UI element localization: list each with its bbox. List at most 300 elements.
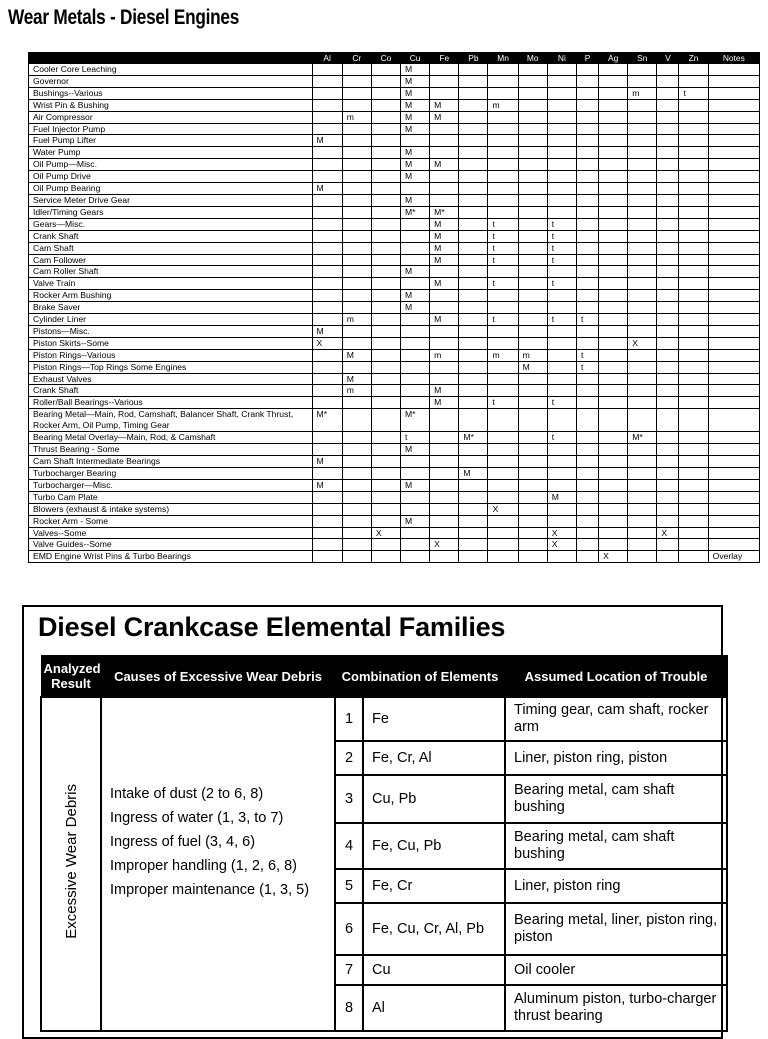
metal-cell: M: [342, 373, 371, 385]
metal-cell: [518, 515, 547, 527]
metal-cell: [576, 87, 598, 99]
metal-cell: [459, 325, 488, 337]
metal-cell: [708, 278, 759, 290]
metal-cell: [679, 337, 708, 349]
metal-cell: m: [342, 314, 371, 326]
metal-cell: [599, 397, 628, 409]
metal-cell: [576, 111, 598, 123]
metal-cell: [628, 254, 657, 266]
metal-cell: [459, 218, 488, 230]
metal-cell: [488, 385, 518, 397]
metal-cell: [657, 337, 679, 349]
metal-cell: [488, 432, 518, 444]
component-name: Crank Shaft: [29, 385, 313, 397]
metal-cell: [547, 123, 576, 135]
metal-cell: [342, 397, 371, 409]
metal-cell: [657, 254, 679, 266]
metal-cell: [679, 206, 708, 218]
metal-cell: [599, 254, 628, 266]
wear-metals-title: Wear Metals - Diesel Engines: [8, 6, 240, 29]
metal-cell: [576, 159, 598, 171]
table-row: [29, 242, 760, 254]
metal-cell: [342, 230, 371, 242]
table-row: [29, 397, 760, 409]
metal-cell: [459, 171, 488, 183]
metal-cell: [371, 254, 400, 266]
metal-cell: [312, 551, 342, 563]
metal-cell: [488, 491, 518, 503]
metal-cell: [488, 123, 518, 135]
metal-cell: [371, 302, 400, 314]
component-name: Brake Saver: [29, 302, 313, 314]
metal-cell: M: [401, 147, 430, 159]
metal-cell: [599, 314, 628, 326]
metal-cell: M*: [401, 409, 430, 432]
metal-cell: [599, 444, 628, 456]
component-name: Rocker Arm - Some: [29, 515, 313, 527]
family-number: 7: [335, 955, 363, 985]
metal-cell: M: [518, 361, 547, 373]
metal-cell: M: [401, 87, 430, 99]
metal-cell: [657, 539, 679, 551]
metal-cell: [708, 254, 759, 266]
metal-cell: M: [312, 325, 342, 337]
family-location: Bearing metal, cam shaft bushing: [505, 775, 727, 823]
metal-cell: [401, 337, 430, 349]
metal-cell: [430, 503, 459, 515]
metal-cell: [488, 290, 518, 302]
table-row: [29, 183, 760, 195]
metal-cell: [628, 527, 657, 539]
metal-cell: [371, 266, 400, 278]
metal-cell: [371, 515, 400, 527]
metal-cell: [342, 147, 371, 159]
metal-cell: [628, 206, 657, 218]
metal-cell: [312, 314, 342, 326]
metal-cell: [679, 503, 708, 515]
metal-cell: [430, 87, 459, 99]
metal-cell: M: [547, 491, 576, 503]
metal-cell: [518, 373, 547, 385]
table-row: [29, 159, 760, 171]
metal-cell: [459, 230, 488, 242]
analyzed-result-cell: [41, 697, 101, 1031]
metal-cell: t: [547, 432, 576, 444]
metal-cell: [547, 183, 576, 195]
metal-cell: [679, 456, 708, 468]
metal-cell: [679, 527, 708, 539]
metal-cell: M: [401, 111, 430, 123]
table-row: [29, 194, 760, 206]
metal-cell: X: [547, 539, 576, 551]
metal-cell: [459, 539, 488, 551]
metal-cell: [599, 302, 628, 314]
column-header: Notes: [708, 53, 759, 64]
metal-cell: [708, 432, 759, 444]
metal-cell: [401, 539, 430, 551]
metal-cell: [312, 242, 342, 254]
metal-cell: [488, 194, 518, 206]
metal-cell: X: [547, 527, 576, 539]
metal-cell: [708, 111, 759, 123]
metal-cell: [342, 159, 371, 171]
metal-cell: [599, 361, 628, 373]
metal-cell: [518, 278, 547, 290]
metal-cell: [459, 491, 488, 503]
metal-cell: [708, 503, 759, 515]
metal-cell: [657, 349, 679, 361]
metal-cell: [628, 302, 657, 314]
metal-cell: [371, 551, 400, 563]
metal-cell: [599, 75, 628, 87]
metal-cell: [312, 539, 342, 551]
component-name: Valve Train: [29, 278, 313, 290]
metal-cell: [628, 314, 657, 326]
metal-cell: [459, 123, 488, 135]
metal-cell: [708, 183, 759, 195]
metal-cell: M: [430, 159, 459, 171]
component-name: Gears—Misc.: [29, 218, 313, 230]
metal-cell: [657, 111, 679, 123]
metal-cell: [518, 397, 547, 409]
metal-cell: [459, 135, 488, 147]
metal-cell: [599, 515, 628, 527]
metal-cell: [342, 325, 371, 337]
metal-cell: [312, 290, 342, 302]
metal-cell: [401, 218, 430, 230]
metal-cell: [679, 242, 708, 254]
metal-cell: [547, 290, 576, 302]
metal-cell: [518, 111, 547, 123]
metal-cell: [628, 218, 657, 230]
metal-cell: t: [488, 230, 518, 242]
metal-cell: [679, 147, 708, 159]
component-name: Valves--Some: [29, 527, 313, 539]
metal-cell: [518, 325, 547, 337]
metal-cell: [371, 99, 400, 111]
metal-cell: [459, 183, 488, 195]
table-row: [29, 206, 760, 218]
metal-cell: [518, 551, 547, 563]
metal-cell: M*: [401, 206, 430, 218]
component-name: Fuel Injector Pump: [29, 123, 313, 135]
metal-cell: [599, 218, 628, 230]
metal-cell: [518, 409, 547, 432]
metal-cell: [342, 491, 371, 503]
metal-cell: [459, 278, 488, 290]
metal-cell: M*: [628, 432, 657, 444]
metal-cell: [459, 99, 488, 111]
metal-cell: M: [342, 349, 371, 361]
metal-cell: [459, 159, 488, 171]
metal-cell: [430, 373, 459, 385]
metal-cell: [342, 456, 371, 468]
metal-cell: [401, 397, 430, 409]
metal-cell: [628, 361, 657, 373]
metal-cell: [679, 515, 708, 527]
metal-cell: t: [547, 230, 576, 242]
table-row: [29, 539, 760, 551]
metal-cell: [312, 444, 342, 456]
metal-cell: [371, 87, 400, 99]
metal-cell: [576, 385, 598, 397]
metal-cell: [459, 527, 488, 539]
metal-cell: M: [312, 456, 342, 468]
table-row: [29, 385, 760, 397]
metal-cell: [312, 515, 342, 527]
metal-cell: [708, 479, 759, 491]
metal-cell: [371, 135, 400, 147]
metal-cell: [488, 444, 518, 456]
metal-cell: [576, 409, 598, 432]
metal-cell: [679, 444, 708, 456]
metal-cell: [401, 254, 430, 266]
cause-item: Improper maintenance (1, 3, 5): [110, 882, 310, 898]
metal-cell: [342, 171, 371, 183]
metal-cell: [547, 385, 576, 397]
metal-cell: [488, 515, 518, 527]
metal-cell: [518, 147, 547, 159]
metal-cell: [312, 432, 342, 444]
metal-cell: M: [459, 468, 488, 480]
metal-cell: [547, 99, 576, 111]
metal-cell: [342, 64, 371, 76]
metal-cell: t: [576, 349, 598, 361]
metal-cell: [628, 539, 657, 551]
metal-cell: [459, 314, 488, 326]
metal-cell: M: [401, 479, 430, 491]
metal-cell: [708, 325, 759, 337]
metal-cell: [679, 218, 708, 230]
metal-cell: [576, 183, 598, 195]
metal-cell: [312, 503, 342, 515]
component-name: Piston Rings—Top Rings Some Engines: [29, 361, 313, 373]
component-header: [29, 53, 313, 64]
component-name: Turbocharger—Misc.: [29, 479, 313, 491]
table-row: [29, 111, 760, 123]
metal-cell: [657, 515, 679, 527]
metal-cell: [576, 551, 598, 563]
table-row: [29, 468, 760, 480]
metal-cell: [628, 551, 657, 563]
metal-cell: [679, 491, 708, 503]
metal-cell: [576, 194, 598, 206]
metal-cell: [708, 266, 759, 278]
metal-cell: [547, 75, 576, 87]
metal-cell: [312, 397, 342, 409]
metal-cell: [371, 194, 400, 206]
metal-cell: [459, 503, 488, 515]
metal-cell: M: [401, 290, 430, 302]
metal-cell: [312, 87, 342, 99]
metal-cell: [679, 64, 708, 76]
family-elements: Fe, Cu, Cr, Al, Pb: [363, 903, 505, 955]
causes-cell: [101, 697, 335, 1031]
table-row: [29, 278, 760, 290]
metal-cell: [518, 254, 547, 266]
metal-cell: M: [401, 302, 430, 314]
column-header: Ag: [599, 53, 628, 64]
metal-cell: [371, 385, 400, 397]
metal-cell: [371, 456, 400, 468]
metal-cell: [518, 183, 547, 195]
metal-cell: [342, 515, 371, 527]
family-number: 4: [335, 823, 363, 869]
metal-cell: m: [488, 349, 518, 361]
metal-cell: [628, 75, 657, 87]
metal-cell: [599, 242, 628, 254]
metal-cell: X: [628, 337, 657, 349]
metal-cell: [628, 444, 657, 456]
metal-cell: [401, 503, 430, 515]
metal-cell: [312, 278, 342, 290]
metal-cell: [371, 503, 400, 515]
metal-cell: [488, 409, 518, 432]
metal-cell: M: [430, 397, 459, 409]
metal-cell: [488, 147, 518, 159]
component-name: Cylinder Liner: [29, 314, 313, 326]
metal-cell: [371, 206, 400, 218]
column-header: Ni: [547, 53, 576, 64]
table-row: [29, 491, 760, 503]
table-row: [29, 87, 760, 99]
metal-cell: [342, 254, 371, 266]
metal-cell: [657, 159, 679, 171]
metal-cell: [488, 302, 518, 314]
metal-cell: [430, 123, 459, 135]
metal-cell: [599, 337, 628, 349]
metal-cell: [576, 206, 598, 218]
metal-cell: [488, 527, 518, 539]
metal-cell: [312, 171, 342, 183]
metal-cell: [576, 456, 598, 468]
metal-cell: M*: [430, 206, 459, 218]
metal-cell: [657, 99, 679, 111]
metal-cell: M: [430, 385, 459, 397]
metal-cell: [547, 206, 576, 218]
metal-cell: [401, 527, 430, 539]
metal-cell: [657, 503, 679, 515]
table-row: [29, 254, 760, 266]
metal-cell: [430, 302, 459, 314]
metal-cell: [547, 349, 576, 361]
metal-cell: [342, 242, 371, 254]
metal-cell: [342, 99, 371, 111]
metal-cell: [401, 385, 430, 397]
metal-cell: [576, 242, 598, 254]
family-number: 8: [335, 985, 363, 1031]
metal-cell: [599, 87, 628, 99]
metal-cell: [342, 551, 371, 563]
metal-cell: [576, 432, 598, 444]
metal-cell: [547, 503, 576, 515]
metal-cell: [430, 361, 459, 373]
metal-cell: t: [547, 278, 576, 290]
metal-cell: [708, 302, 759, 314]
component-name: Bearing Metal Overlay—Main, Rod, & Camshaft: [29, 432, 313, 444]
metal-cell: [628, 397, 657, 409]
metal-cell: [599, 194, 628, 206]
metal-cell: [708, 147, 759, 159]
metal-cell: M: [401, 194, 430, 206]
metal-cell: [312, 64, 342, 76]
cause-item: Improper handling (1, 2, 6, 8): [110, 858, 297, 874]
metal-cell: [518, 99, 547, 111]
metal-cell: [576, 135, 598, 147]
metal-cell: [518, 503, 547, 515]
metal-cell: [708, 194, 759, 206]
metal-cell: [547, 444, 576, 456]
metal-cell: [342, 194, 371, 206]
metal-cell: [599, 456, 628, 468]
table-row: [29, 373, 760, 385]
metal-cell: [599, 432, 628, 444]
metal-cell: [708, 361, 759, 373]
metal-cell: M: [401, 444, 430, 456]
metal-cell: [371, 373, 400, 385]
column-header: Co: [371, 53, 400, 64]
metal-cell: [401, 183, 430, 195]
metal-cell: M: [430, 278, 459, 290]
metal-cell: [459, 337, 488, 349]
metal-cell: [518, 337, 547, 349]
metal-cell: [599, 159, 628, 171]
table-row: [29, 444, 760, 456]
column-header: V: [657, 53, 679, 64]
metal-cell: [342, 539, 371, 551]
metal-cell: Overlay: [708, 551, 759, 563]
metal-cell: [371, 230, 400, 242]
metal-cell: [518, 230, 547, 242]
metal-cell: [708, 539, 759, 551]
metal-cell: [430, 266, 459, 278]
metal-cell: [312, 349, 342, 361]
metal-cell: M: [430, 314, 459, 326]
metal-cell: [312, 491, 342, 503]
metal-cell: [518, 444, 547, 456]
metal-cell: [371, 539, 400, 551]
metal-cell: [547, 325, 576, 337]
metal-cell: [628, 503, 657, 515]
metal-cell: [657, 551, 679, 563]
metal-cell: [488, 87, 518, 99]
metal-cell: m: [518, 349, 547, 361]
metal-cell: [708, 290, 759, 302]
metal-cell: [518, 171, 547, 183]
metal-cell: M: [430, 242, 459, 254]
metal-cell: [679, 266, 708, 278]
metal-cell: M: [401, 99, 430, 111]
metal-cell: [430, 432, 459, 444]
metal-cell: [657, 218, 679, 230]
metal-cell: [459, 385, 488, 397]
metal-cell: [459, 147, 488, 159]
metal-cell: [518, 314, 547, 326]
metal-cell: [342, 278, 371, 290]
metal-cell: M*: [312, 409, 342, 432]
metal-cell: [371, 468, 400, 480]
metal-cell: [679, 314, 708, 326]
metal-cell: [628, 123, 657, 135]
metal-cell: M*: [459, 432, 488, 444]
metal-cell: [679, 183, 708, 195]
metal-cell: [371, 75, 400, 87]
component-name: Fuel Pump Lifter: [29, 135, 313, 147]
metal-cell: [708, 87, 759, 99]
metal-cell: m: [628, 87, 657, 99]
component-name: Service Meter Drive Gear: [29, 194, 313, 206]
metal-cell: [547, 194, 576, 206]
